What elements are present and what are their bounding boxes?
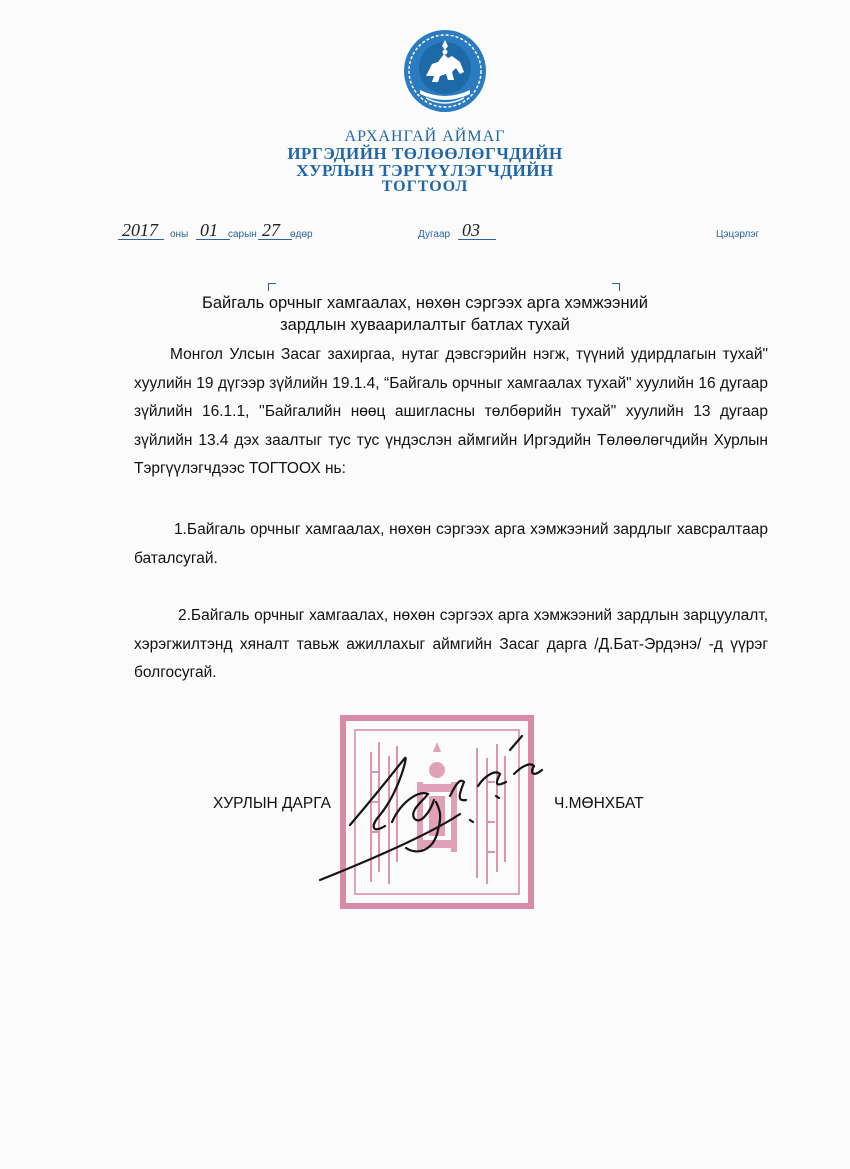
preamble-paragraph: Монгол Улсын Засаг захиргаа, нутаг дэвсгэрийн нэгж, түүний удирдлагын тухай" хуулийн 19 дүгээр зүйлийн 19.1.4, “Байгаль орчныг хамгаалах тухай" хуулийн 16 дугаар зүйлийн 16.1.1, ''Байгалийн нөөц ашигласны төлбөрийн тухай" хуулийн 13 дугаар зүйлийн 13.4 дэх заалтыг тус тус үндэслэн аймгийн Иргэдийн Төлөөлөгчдийн Хурлын Тэргүүлэгчдээс ТОГТООХ нь:	[134, 346, 768, 478]
resolution-item-2: 2.Байгаль орчныг хамгаалах, нөхөн сэргээх арга хэмжээний зардлын зарцуулалт, хэрэгжилтэнд хяналт тавьж ажиллахыг аймгийн Засаг дарга /Д.Бат-Эрдэнэ/ -д үүрэг болгосугай.	[134, 607, 768, 682]
date-year: 2017	[118, 221, 164, 240]
number-label: Дугаар	[418, 229, 451, 240]
header-line-2: ИРГЭДИЙН ТӨЛӨӨЛӨГЧДИЙН	[287, 144, 563, 163]
date-day-label: өдөр	[290, 229, 313, 240]
date-line	[118, 220, 778, 244]
resolution-title-line-1: Байгаль орчныг хамгаалах, нөхөн сэргээх арга хэмжээний	[202, 294, 648, 312]
title-corner-left	[268, 283, 276, 291]
resolution-title-line-2: зардлын хуваарилалтыг батлах тухай	[280, 316, 570, 334]
header-line-3: ХУРЛЫН ТЭРГҮҮЛЭГЧДИЙН	[296, 161, 554, 180]
title-corner-right	[612, 283, 620, 291]
header-line-1: АРХАНГАЙ АЙМАГ	[344, 128, 506, 145]
document-number: 03	[458, 221, 496, 240]
date-year-label: оны	[170, 229, 189, 240]
signatory-title: ХУРЛЫН ДАРГА	[213, 795, 331, 812]
state-emblem-icon	[402, 28, 488, 114]
header-line-4: ТОГТООЛ	[381, 178, 469, 195]
signatory-name: Ч.МӨНХБАТ	[554, 795, 644, 812]
date-day: 27	[258, 221, 292, 240]
resolution-item-1: 1.Байгаль орчныг хамгаалах, нөхөн сэргээх арга хэмжээний зардлыг хавсралтаар баталсугай.	[134, 521, 768, 567]
date-month-label: сарын	[228, 229, 257, 240]
date-month: 01	[196, 221, 230, 240]
place-name: Цэцэрлэг	[716, 229, 760, 240]
handwritten-signature	[310, 730, 560, 895]
